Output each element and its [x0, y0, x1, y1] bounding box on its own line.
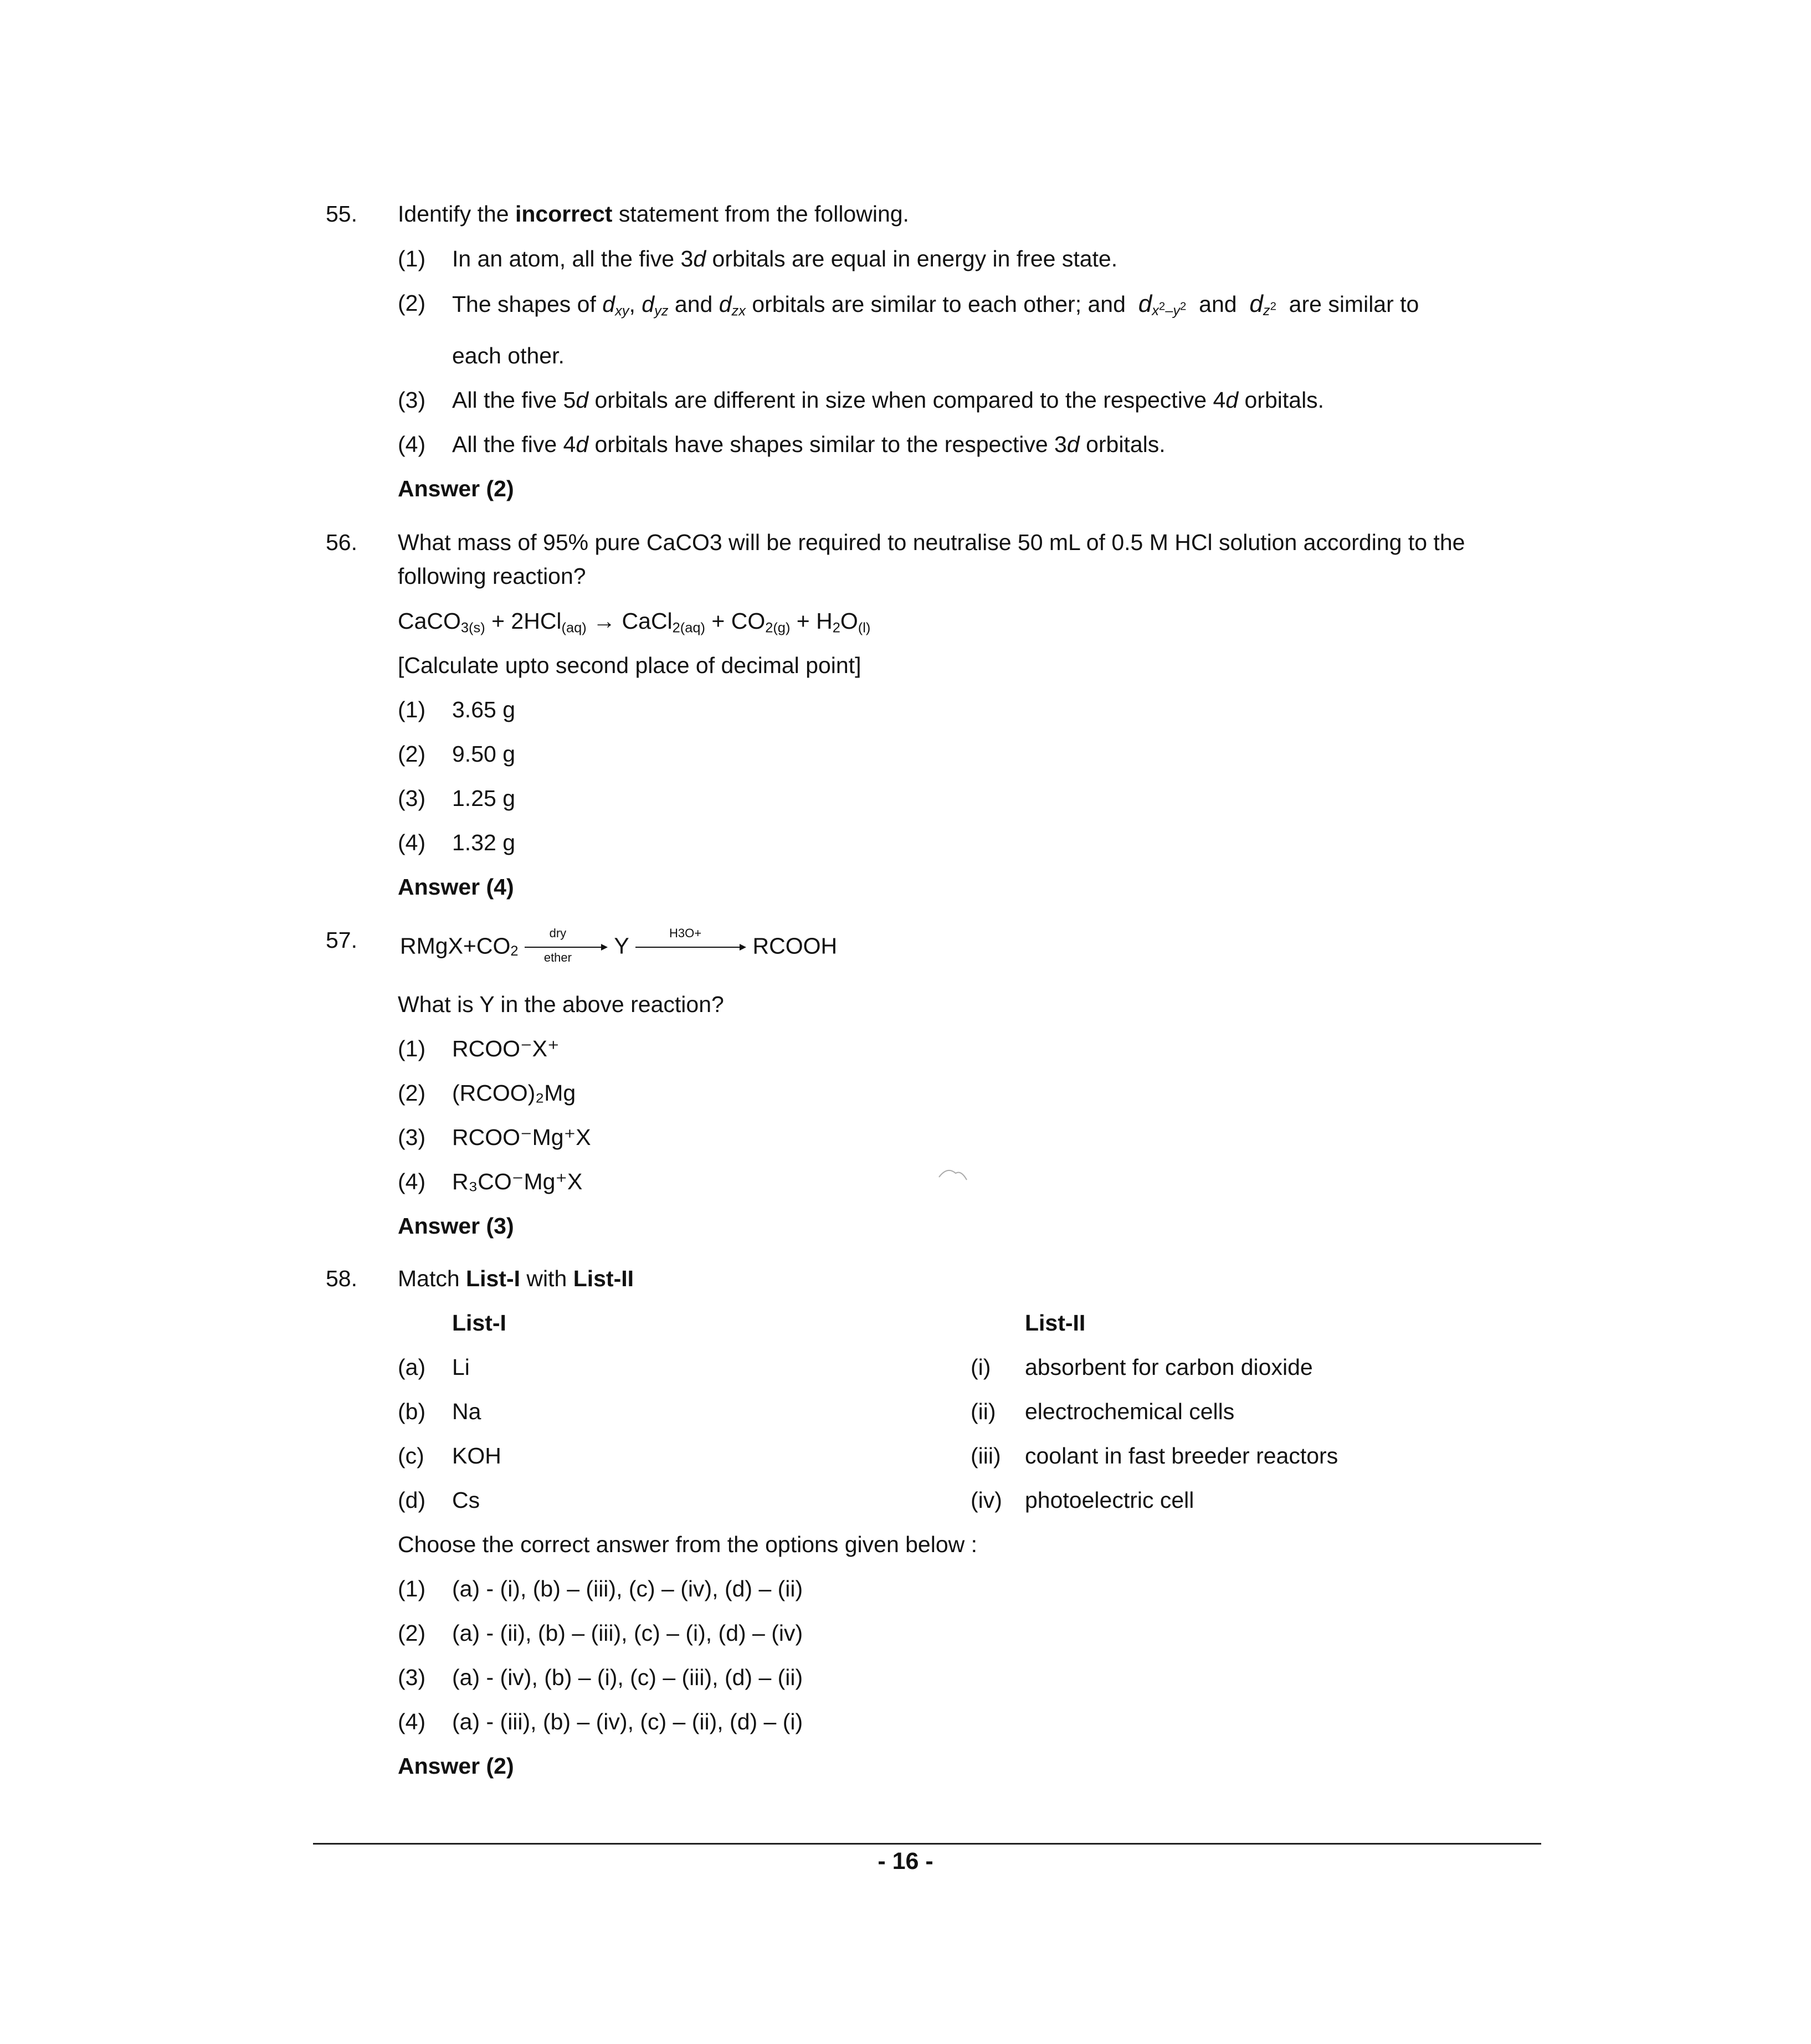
- option-text-continued: each other.: [452, 343, 565, 368]
- option-number: (3): [398, 1665, 426, 1690]
- option-number: (2): [398, 290, 426, 316]
- list-1-item-text: Li: [452, 1354, 470, 1380]
- question-number: 56.: [326, 530, 357, 555]
- reaction-arrow-1: dry ether: [525, 929, 608, 963]
- question-stem: What is Y in the above reaction?: [398, 992, 724, 1017]
- option-text: (a) - (iv), (b) – (i), (c) – (iii), (d) – (ii): [452, 1665, 803, 1690]
- option-number: (4): [398, 1709, 426, 1734]
- option-number: (4): [398, 1169, 426, 1194]
- chemical-equation: CaCO$_{3(s)}$ + 2HCl$_{(aq)}$ → CaCl$_{2(aq)}$ + $CO_{2(g)} + H_2O_{(l)}$: [398, 608, 871, 636]
- grignard-reaction-equation: $RMgX+CO_2$ dry ether Y H3O+ RCOOH: [400, 926, 838, 964]
- footer-divider: [313, 1843, 1541, 1845]
- page-number: - 16 -: [878, 1848, 933, 1874]
- option-text: (a) - (iii), (b) – (iv), (c) – (ii), (d) – (i): [452, 1709, 803, 1734]
- option-number: (3): [398, 387, 426, 413]
- list-2-item-label: (ii): [971, 1399, 996, 1424]
- question-stem: What mass of 95% pure CaCO3 will be required to neutralise 50 mL of 0.5 M HCl solution according to the: [398, 530, 1465, 555]
- option-number: (2): [398, 1080, 426, 1106]
- scan-smudge: [936, 1163, 969, 1185]
- answer-label: Answer (2): [398, 476, 514, 501]
- option-text: 9.50 g: [452, 741, 515, 767]
- question-stem-continued: following reaction?: [398, 563, 586, 589]
- option-number: (1): [398, 1576, 426, 1601]
- list-2-item-text: photoelectric cell: [1025, 1487, 1194, 1513]
- option-text: (RCOO)₂Mg: [452, 1080, 576, 1106]
- question-number: 55.: [326, 201, 357, 227]
- option-number: (3): [398, 785, 426, 811]
- list-2-item-label: (i): [971, 1354, 991, 1380]
- option-number: (1): [398, 697, 426, 722]
- option-text: R₃CO⁻Mg⁺X: [452, 1169, 583, 1194]
- option-text: RCOO⁻Mg⁺X: [452, 1124, 591, 1150]
- answer-label: Answer (3): [398, 1213, 514, 1239]
- option-number: (1): [398, 1036, 426, 1061]
- option-number: (3): [398, 1124, 426, 1150]
- list-2-item-text: electrochemical cells: [1025, 1399, 1235, 1424]
- answer-label: Answer (4): [398, 874, 514, 900]
- list-1-item-label: (a): [398, 1354, 426, 1380]
- list-1-item-text: KOH: [452, 1443, 501, 1468]
- option-number: (4): [398, 830, 426, 855]
- list-2-item-label: (iv): [971, 1487, 1002, 1513]
- answer-label: Answer (2): [398, 1753, 514, 1779]
- list-1-item-label: (d): [398, 1487, 426, 1513]
- list-1-item-text: Cs: [452, 1487, 480, 1513]
- option-number: (2): [398, 741, 426, 767]
- option-text: All the five 5d orbitals are different in size when compared to the respective 4d orbitals.: [452, 387, 1325, 413]
- option-text: 3.65 g: [452, 697, 515, 722]
- list-1-heading: List-I: [452, 1310, 506, 1336]
- option-text: 1.25 g: [452, 785, 515, 811]
- list-1-item-label: (c): [398, 1443, 424, 1468]
- option-text: The shapes of $d_{xy}$, $d_{yz}$ and $d_{zx}$ orbitals are similar to each other; and $d_{x^2-y^2}$ and $d_{z^2}$ are similar to: [452, 290, 1419, 319]
- question-stem: Match List-I with List-II: [398, 1266, 634, 1291]
- list-1-item-text: Na: [452, 1399, 481, 1424]
- question-stem: Identify the incorrect statement from the following.: [398, 201, 909, 227]
- option-text: (a) - (ii), (b) – (iii), (c) – (i), (d) – (iv): [452, 1620, 803, 1646]
- list-2-item-label: (iii): [971, 1443, 1001, 1468]
- calculation-note: [Calculate upto second place of decimal point]: [398, 653, 861, 678]
- list-2-heading: List-II: [1025, 1310, 1086, 1336]
- option-number: (4): [398, 432, 426, 457]
- option-text: (a) - (i), (b) – (iii), (c) – (iv), (d) – (ii): [452, 1576, 803, 1601]
- option-number: (2): [398, 1620, 426, 1646]
- option-text: In an atom, all the five 3d orbitals are equal in energy in free state.: [452, 246, 1118, 271]
- question-number: 57.: [326, 927, 357, 953]
- list-2-item-text: absorbent for carbon dioxide: [1025, 1354, 1313, 1380]
- list-1-item-label: (b): [398, 1399, 426, 1424]
- choose-instruction: Choose the correct answer from the options given below :: [398, 1532, 978, 1557]
- option-text: 1.32 g: [452, 830, 515, 855]
- list-2-item-text: coolant in fast breeder reactors: [1025, 1443, 1338, 1468]
- option-number: (1): [398, 246, 426, 271]
- option-text: RCOO⁻X⁺: [452, 1036, 560, 1061]
- option-text: All the five 4d orbitals have shapes similar to the respective 3d orbitals.: [452, 432, 1166, 457]
- question-number: 58.: [326, 1266, 357, 1291]
- reaction-arrow-2: H3O+: [635, 929, 746, 963]
